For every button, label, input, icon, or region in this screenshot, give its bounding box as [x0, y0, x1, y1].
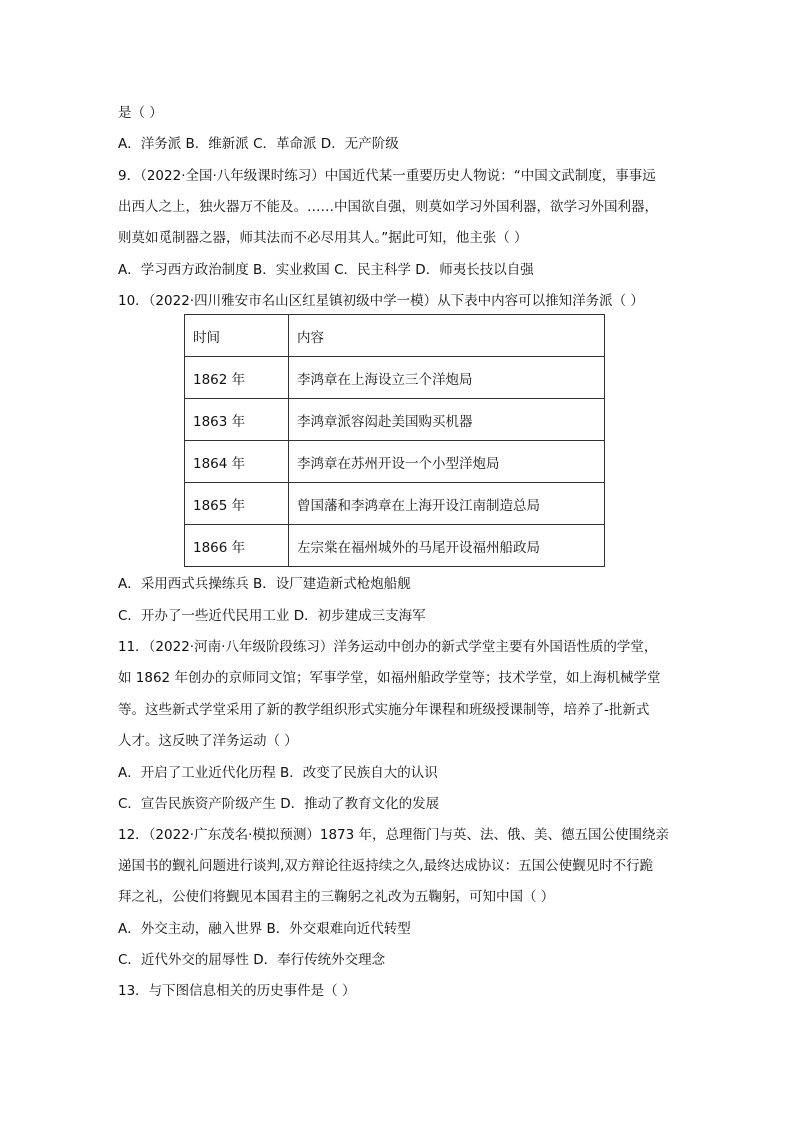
table-row — [185, 357, 605, 399]
table-row — [185, 441, 605, 483]
table-cell-content: 曾国藩和李鸿章在上海开设江南制造总局 — [289, 483, 605, 525]
question-12-line-1: 12．（2022·广东茂名·模拟预测）1873 年，总理衙门与英、法、俄、美、德五国公使围绕亲 — [118, 827, 670, 843]
question-11-line-1: 11．（2022·河南·八年级阶段练习）洋务运动中创办的新式学堂主要有外国语性质的学堂， — [118, 639, 658, 655]
table-header-content: 内容 — [289, 315, 605, 357]
table-row — [185, 399, 605, 441]
history-table — [184, 314, 605, 567]
question-10-options-1: A．采用西式兵操练兵 B．设厂建造新式枪炮船舰 — [118, 576, 411, 592]
table-cell-year: 1862 年 — [185, 357, 289, 399]
question-11-options-2: C．宣告民族资产阶级产生 D．推动了教育文化的发展 — [118, 796, 440, 812]
question-8-options: A．洋务派 B．维新派 C．革命派 D．无产阶级 — [118, 136, 399, 152]
question-12-line-3: 拜之礼，公使们将觐见本国君主的三鞠躬之礼改为五鞠躬，可知中国（ ） — [118, 889, 555, 905]
question-13-stem: 13．与下图信息相关的历史事件是（ ） — [118, 983, 356, 999]
question-9-options: A．学习西方政治制度 B．实业救国 C．民主科学 D．师夷长技以自强 — [118, 262, 534, 278]
question-11-options-1: A．开启了工业近代化历程 B．改变了民族自大的认识 — [118, 765, 438, 781]
table-cell-content: 李鸿章在苏州开设一个小型洋炮局 — [289, 441, 605, 483]
table-header-time: 时间 — [185, 315, 289, 357]
question-10-options-2: C．开办了一些近代民用工业 D．初步建成三支海军 — [118, 608, 426, 624]
table-cell-year: 1865 年 — [185, 483, 289, 525]
table-row — [185, 525, 605, 567]
question-9-line-3: 则莫如觅制器之器，师其法而不必尽用其人。”据此可知，他主张（ ） — [118, 230, 528, 246]
question-11-line-2: 如 1862 年创办的京师同文馆；军事学堂，如福州船政学堂等；技术学堂，如上海机械学堂 — [118, 670, 661, 686]
table-cell-year: 1864 年 — [185, 441, 289, 483]
table-row — [185, 483, 605, 525]
table-cell-content: 李鸿章在上海设立三个洋炮局 — [289, 357, 605, 399]
table-cell-content: 左宗棠在福州城外的马尾开设福州船政局 — [289, 525, 605, 567]
question-12-options-2: C．近代外交的屈辱性 D．奉行传统外交理念 — [118, 952, 386, 968]
question-9-line-2: 出西人之上，独火器万不能及。……中国欲自强，则莫如学习外国利器，欲学习外国利器， — [118, 199, 658, 215]
table-cell-year: 1863 年 — [185, 399, 289, 441]
question-12-line-2: 递国书的觐礼问题进行谈判,双方辩论往返持续之久,最终达成协议：五国公使觐见时不行跪 — [118, 858, 654, 874]
table-cell-year: 1866 年 — [185, 525, 289, 567]
question-11-line-4: 人才。这反映了洋务运动（ ） — [118, 733, 298, 749]
table-header-row — [185, 315, 605, 357]
table-cell-content: 李鸿章派容闳赴美国购买机器 — [289, 399, 605, 441]
question-12-options-1: A．外交主动，融入世界 B．外交艰难向近代转型 — [118, 921, 411, 937]
question-9-line-1: 9．（2022·全国·八年级课时练习）中国近代某一重要历史人物说：“中国文武制度，事事远 — [118, 168, 656, 184]
question-11-line-3: 等。这些新式学堂采用了新的教学组织形式实施分年课程和班级授课制等，培养了-批新式 — [118, 702, 650, 718]
question-8-stem-end: 是（ ） — [118, 105, 163, 121]
question-10-stem: 10．（2022·四川雅安市名山区红星镇初级中学一模）从下表中内容可以推知洋务派（ ） — [118, 293, 644, 309]
